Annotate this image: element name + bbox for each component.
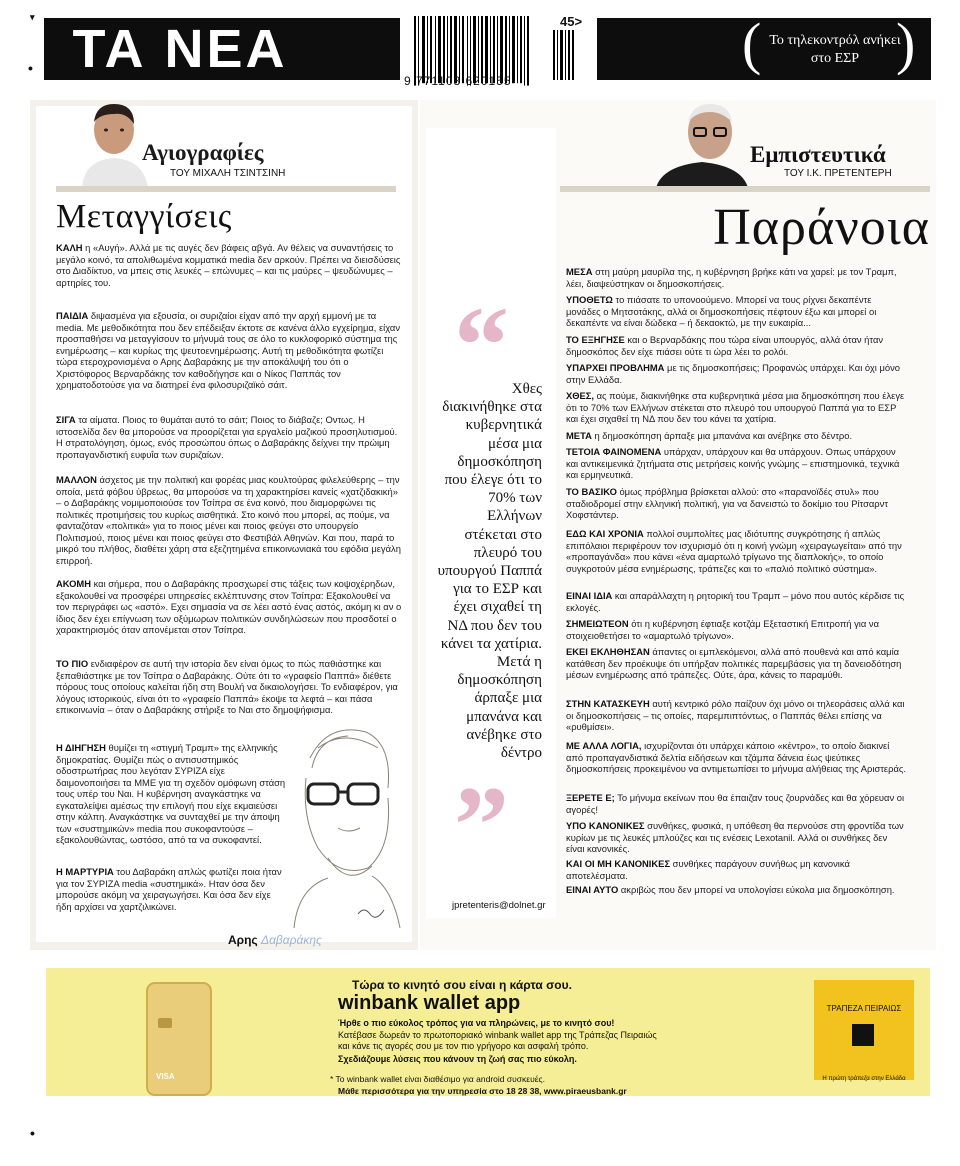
headline-right: Παράνοια (713, 199, 930, 256)
paragraph: ΚΑΛΗ η «Αυγή». Αλλά με τις αυγές δεν βάφεις αβγά. Αν θέλεις να συναντήσεις το μεγάλο κοινό, τα απολιθωμένα κομματικά media δεν αρκούν. Πρέπει να διεισδύσεις στο Διαδίκτυο, να μπεις στις λευκές – επώνυμες – και τις μαύρες – ψευδώνυμες – αρτηρίες του. (56, 242, 401, 288)
pullquote: Χθες διακινήθηκε στα κυβερνητικά μέσα μια δημοσκόπηση που έλεγε ότι το 70% των Ελλήνων στέκεται στο πλευρό του υπουργού Παππά για το ΕΣΡ και έχει σιχαθεί τη ΝΔ που δεν του κάνει τα χατίρια. Μετά η δημοσκόπηση άρπαξε μια μπανάνα και ανέβηκε στο δέντρο (437, 381, 542, 762)
ad-line: Ήρθε ο πιο εύκολος τρόπος για να πληρώνεις, με το κινητό σου! (338, 1018, 615, 1028)
bank-logo-icon (852, 1024, 874, 1046)
card-visa-label: VISA (156, 1072, 175, 1081)
ad-title: winbank wallet app (338, 992, 521, 1014)
paragraph: Η ΜΑΡΤΥΡΙΑ του Δαβαράκη απλώς φωτίζει ποια ήταν για τον ΣΥΡΙΖΑ media «συστημικά». Ηταν όσα δεν μπορούσε ακόμη να χειραγωγήσει. Και όσα δεν είχε ήδη αρχίσει να χαρτζιλικώνει. (56, 866, 282, 912)
paragraph: ΣΤΗΝ ΚΑΤΑΣΚΕΥΗ αυτή κεντρικό ρόλο παίζουν όχι μόνο οι τηλεοράσεις αλλά και οι δημοσκοπήσεις – τις οποίες, παρεμπιπτόντως, ο Παππάς θέλει επίσης να «ρυθμίσει». (566, 698, 905, 732)
paren-right: ) (896, 11, 916, 76)
paragraph: ΜΕ ΑΛΛΑ ΛΟΓΙΑ, ισχυρίζονται ότι υπάρχει κάποιο «κέντρο», το οποίο διακινεί από προπαγανδιστικά δελτία ειδήσεων και τζάμπα δάνεια έως ψεύτικες δημοσκοπήσεις προκειμένου να αντιμετωπίσει το μήνυμα αλήθειας της Αριστεράς. (566, 740, 906, 774)
header-band-left (56, 186, 396, 192)
headline-left: Μεταγγίσεις (56, 198, 232, 235)
paragraph: ΜΕΣΑ στη μαύρη μαυρίλα της, η κυβέρνηση βρήκε κάτι να χαρεί: με τον Τραμπ, λέει, διαψεύστηκαν οι δημοσκοπήσεις. (566, 266, 897, 289)
paragraph: ΕΔΩ ΚΑΙ ΧΡΟΝΙΑ πολλοί συμπολίτες μας ιδιότυπης συγκρότησης ή απλώς επιπόλαιοι περιφέρουν τον ισχυρισμό ότι η κοινή γνώμη «χειραγωγείται» από την «προπαγάνδα» που κάνει «ένα αμαρτωλό τρίγωνο της διαπλοκής», το οποίο συγκροτούν μέσα ενημέρωσης, τράπεζες και το «παλιό πολιτικό σύστημα». (566, 528, 902, 574)
masthead-bar (316, 18, 400, 80)
phone-card-icon (146, 982, 212, 1096)
paragraph: ΕΙΝΑΙ ΑΥΤΟ ακριβώς που δεν μπορεί να υπολογίσει εύκολα μια δημοσκόπηση. (566, 884, 895, 895)
paragraph: ΑΚΟΜΗ και σήμερα, που ο Δαβαράκης προσχωρεί στις τάξεις των κοψοχέρηδων, εξακολουθεί να προσφέρει υπηρεσίες εκλέπτυνσης στον Τσίπρα: Εξακολουθεί να τον περιγράφει ως «αστό». Εχει σημασία να σε λέει αστό ένας αστός, ακόμη κι αν ο ίδιος δεν έχει επίγνωση των οξύμωρων πολιτικών συνδηλώσεων που προσδοτεί ο χαρακτηρισμός όταν απονέμεται στον Τσίπρα. (56, 578, 402, 635)
paragraph: ΞΕΡΕΤΕ Ε; Το μήνυμα εκείνων που θα έπαιζαν τους ζουρνάδες και θα χόρευαν οι αγορές! (566, 792, 905, 815)
bank-slogan: Η πρώτη τράπεζα στην Ελλάδα (822, 1076, 906, 1082)
paragraph: ΥΠΟ ΚΑΝΟΝΙΚΕΣ συνθήκες, φυσικά, η υπόθεση θα περνούσε στη φροντίδα των κυρίων με τις λευκές μπλούζες και τις ενέσεις Lexotanil. Αλλά οι συνθήκες δεν είναι κανονικές. (566, 820, 904, 854)
paragraph: ΧΘΕΣ, ας πούμε, διακινήθηκε στα κυβερνητικά μέσα μια δημοσκόπηση που έλεγε ότι το 70% των Ελλήνων στέκεται στο πλευρό του υπουργού Παππά για το ΕΣΡ και έχει σιχαθεί τη ΝΔ που δεν του κάνει τα χατίρια. (566, 390, 905, 424)
open-quote-icon: “ (454, 284, 509, 406)
author-email: jpretenteris@dolnet.gr (452, 900, 546, 911)
paragraph: ΕΙΝΑΙ ΙΔΙΑ και απαράλλαχτη η ρητορική του Τραμπ – μόνο που αυτός κέρδισε τις εκλογές. (566, 590, 905, 613)
columnist-portrait-tsintsinis (76, 100, 152, 188)
bank-logo-box (814, 980, 914, 1080)
paragraph: ΤΟ ΠΙΟ ενδιαφέρον σε αυτή την ιστορία δεν είναι όμως το πώς παθιάστηκε και ξεπαθιάστηκε με τον Τσίπρα ο Δαβαράκης. Ούτε ότι το «γραφείο Παππά» διέθετε πόρους τους οποίους καλείται ήδη στη Βουλή να δικαιολογήσει. Το ενδιαφέρον, για λόγους ιστορικούς, είναι ότι το «γραφείο Παππά» έκοψε τα λεφτά – και πάσα επικοινωνία – όταν ο Δαβαράκης στήριξε το Ναι στο δημοψήφισμα. (56, 658, 398, 715)
margin-mark: ▾ (30, 12, 35, 22)
paren-left: ( (742, 11, 762, 76)
section-title-agiografies: Αγιογραφίες (142, 140, 264, 165)
paragraph: ΥΠΑΡΧΕΙ ΠΡΟΒΛΗΜΑ με τις δημοσκοπήσεις; Προφανώς υπάρχει. Και όχι μόνο στην Ελλάδα. (566, 362, 900, 385)
byline-left: ΤΟΥ ΜΙΧΑΛΗ ΤΣΙΝΤΣΙΝΗ (170, 168, 286, 179)
paragraph: ΤΟ ΒΑΣΙΚΟ όμως πρόβλημα βρίσκεται αλλού: στο «παρανοϊδές στυλ» που σταδιοδρομεί στην ελληνική πολιτική, για να δανειστώ το δοκίμιο του Ρίτσαρντ Χοφστάντερ. (566, 486, 889, 520)
paragraph: ΣΗΜΕΙΩΤΕΟΝ ότι η κυβέρνηση έφτιαξε κοτζάμ Εξεταστική Επιτροπή για να στοιχειοθετήσει το «αμαρτωλό τρίγωνο». (566, 618, 880, 641)
issue-number: 45> (560, 14, 583, 29)
section-title-empisteftika: Εμπιστευτικά (750, 142, 886, 167)
margin-mark: • (30, 1125, 35, 1141)
paragraph: ΕΚΕΙ ΕΚΛΗΘΗΣΑΝ άπαντες οι εμπλεκόμενοι, αλλά από πουθενά και από καμία κατάθεση δεν προέκυψε ότι υπήρξαν πολιτικές παρεμβάσεις για τη δανειοδότηση μέσων ενημέρωσης από τράπεζες. Ούτε, άρα, κάνεις το παραμύθι. (566, 646, 902, 680)
addon-barcode-icon (552, 30, 576, 80)
byline-right: ΤΟΥ Ι.Κ. ΠΡΕΤΕΝΤΕΡΗ (784, 168, 892, 179)
ad-line: Κατέβασε δωρεάν το πρωτοποριακό winbank wallet app της Τράπεζας Πειραιώς (338, 1030, 657, 1040)
paragraph: Η ΔΙΗΓΗΣΗ θυμίζει τη «στιγμή Τραμπ» της ελληνικής δημοκρατίας. Θυμίζει πώς ο αντισυστημικός οδοστρωτήρας που λεγόταν ΣΥΡΙΖΑ είχε δαιμονοποιήσει τα ΜΜΕ για τη σχεδόν ομόφωνη στάση τους υπέρ του Ναι. Η κυβέρνηση αναγκάστηκε να εγκαταλείψει αμέσως την επιλογή που είχε εκμαιεύσει στην κάλπη. Αναγκάστηκε να συνταχθεί με την άποψη των «συστημικών» media που συκοφαντούσε – εξακολουθώντας, ωστόσο, από τα να συκοφαντεί. (56, 742, 286, 845)
ad-footnote: * To winbank wallet είναι διαθέσιμο για android συσκευές. (330, 1074, 545, 1084)
ad-tagline: Τώρα το κινητό σου είναι η κάρτα σου. (352, 978, 572, 992)
margin-mark: • (28, 60, 33, 76)
ad-line: και κάνε τις αγορές σου με τον πιο γρήγορο και ασφαλή τρόπο. (338, 1041, 589, 1051)
paragraph: ΜΕΤΑ η δημοσκόπηση άρπαξε μια μπανάνα και ανέβηκε στο δέντρο. (566, 430, 853, 441)
newspaper-logo: ΤΑ ΝΕΑ (44, 18, 316, 80)
paragraph: ΚΑΙ ΟΙ ΜΗ ΚΑΝΟΝΙΚΕΣ συνθήκες παράγουν συνήθως μη κανονικά αποτελέσματα. (566, 858, 850, 881)
bank-name: ΤΡΑΠΕΖΑ ΠΕΙΡΑΙΩΣ (826, 1004, 902, 1013)
columnist-portrait-pretenteris (652, 96, 752, 188)
paragraph: ΜΑΛΛΟΝ άσχετος με την πολιτική και φορέας μιας κουλτούρας φιλελεύθερης – την οποία, μετά φόβου ύβρεως, θα μπορούσε να τη χαρακτηρίσει κανείς «χατζιδακική» – ο Δαβαράκης νομιμοποιούσε τον Τσίπρα σε ένα κοινό, που διαμορφώνει τις πολιτικές προτιμήσεις του κυρίως αισθητικά. Στο κοινό που μπορεί, ας πούμε, να φανταζόταν «πολιτικά» για το ποιος μένει και ποιος φεύγει στο υπουργείο Πολιτισμού, ποιος μένει και ποιος φεύγει στο Φεστιβάλ Αθηνών. Και που, παρά το μικρό του πλήθος, διαθέτει χάρη στα εξεζητημένα επικοινωνιακά του εφόδια μεγάλη επιρροή. (56, 474, 401, 566)
paragraph: ΤΟ ΕΞΗΓΗΣΕ και ο Βερναρδάκης που τώρα είναι υπουργός, αλλά όταν ήταν δημοσκόπος δεν είχε πιάσει ούτε τι ώρα λέει το ρολόι. (566, 334, 884, 357)
sketch-caption: Αρης Δαβαράκης (228, 933, 322, 947)
barcode-digits: 9 771108 620155 (404, 74, 512, 88)
card-chip (158, 1018, 172, 1028)
close-quote-icon: ” (454, 764, 509, 886)
front-promo-text: Το τηλεκοντρόλ ανήκει στο ΕΣΡ (769, 33, 901, 66)
paragraph: ΥΠΟΘΕΤΩ το πιάσατε το υπονοούμενο. Μπορεί να τους ρίχνει δεκαπέντε μονάδες ο Μητσοτάκης, αλλά οι δημοσκοπήσεις πέφτουν έξω και μπορεί οι δεκαπέντε να είναι δώδεκα – ή δεκαοκτώ, με την ευκαιρία... (566, 294, 877, 328)
sketch-portrait-davarakis (288, 718, 406, 928)
ad-line: Σχεδιάζουμε λύσεις που κάνουν τη ζωή σας πιο εύκολη. (338, 1054, 577, 1064)
paragraph: ΤΕΤΟΙΑ ΦΑΙΝΟΜΕΝΑ υπάρχαν, υπάρχουν και θα υπάρχουν. Οπως υπάρχουν και αντικειμενικά ζητήματα στις μετρήσεις κοινής γνώμης – επιστημονικά, τεχνικά και ερμηνευτικά. (566, 446, 900, 480)
header-band-right (560, 186, 930, 192)
ad-contact[interactable]: Μάθε περισσότερα για την υπηρεσία στο 18 28 38, www.piraeusbank.gr (338, 1086, 627, 1096)
paragraph: ΠΑΙΔΙΑ διψασμένα για εξουσία, οι συριζαίοι είχαν από την αρχή εμμονή με τα media. Με μεθοδικότητα που δεν επέδειξαν έκτοτε σε κανένα άλλο εγχείρημα, είχαν προσπαθήσει να μεταγγίσουν το μήνυμά τους σε όλο το κυκλοφορικό σύστημα της ενημέρωσης – και κυρίως της ψευτοενημέρωσης. Αυτή τη μεθοδικότητα φωτίζει τώρα ετεροχρονισμένα ο Αρης Δαβαράκης με την αποκάλυψή του ότι ο Χριστόφορος Βερναρδάκης τον καθοδήγησε και ο Νίκος Παππάς τον χρηματοδοτούσε για να διατηρεί ένα φιλοσυριζαϊκό σάιτ. (56, 310, 401, 390)
paragraph: ΣΙΓΑ τα αίματα. Ποιος το θυμάται αυτό το σάιτ; Ποιος το διάβαζε; Οντως. Η ιστοσελίδα δεν θα μπορούσε να προορίζεται για εργαλείο μαζικού προσηλυτισμού. Η στρατολόγηση, όμως, ενός προσώπου όπως ο Δαβαράκης δείχνει την πρώιμη προπαγανδιστική ευφυΐα των συριζαίων. (56, 414, 398, 460)
